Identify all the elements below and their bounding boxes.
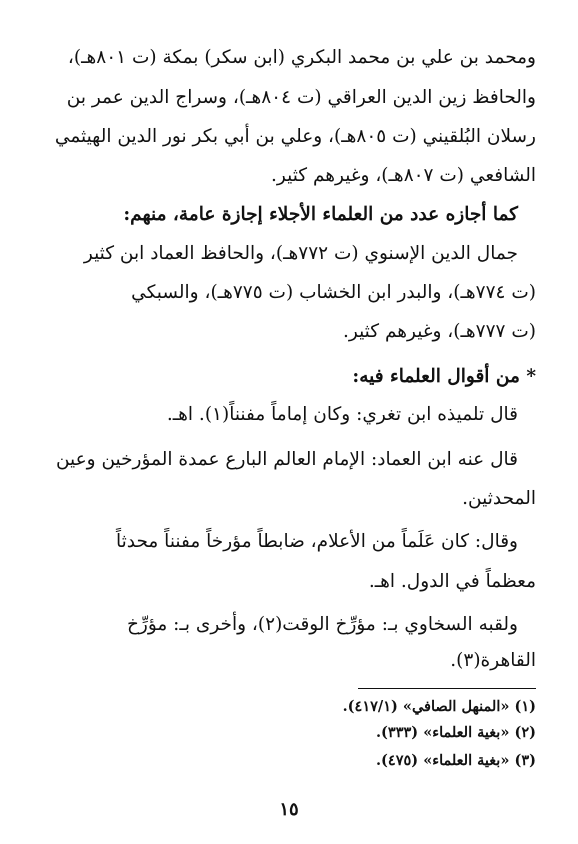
- footnote: (٢) «بغية العلماء» (٣٣٣).: [375, 724, 536, 741]
- quote-line: قال تلميذه ابن تغري: وكان إماماً مفنناً(١). اهـ.: [166, 404, 518, 425]
- footnote-divider: [358, 688, 536, 689]
- quote-line: وقال: كان عَلَماً من الأعلام، ضابطاً مؤرخاً مفنناً محدثاً: [115, 531, 518, 552]
- text-line: الشافعي (ت ٨٠٧هـ)، وغيرهم كثير.: [271, 165, 536, 186]
- text-line: (ت ٧٧٧هـ)، وغيرهم كثير.: [343, 321, 536, 342]
- quote-line: المحدثين.: [462, 488, 536, 509]
- section-title: [352, 365, 536, 389]
- footnote: (١) «المنهل الصافي» (٤١٧/١).: [342, 698, 536, 715]
- star-icon: *: [526, 366, 536, 387]
- quote-line: معظماً في الدول. اهـ.: [368, 571, 536, 592]
- footnote: (٣) «بغية العلماء» (٤٧٥).: [375, 752, 536, 769]
- text-line: والحافظ زين الدين العراقي (ت ٨٠٤هـ)، وسراج الدين عمر بن: [66, 87, 536, 108]
- text-line: رسلان البُلقيني (ت ٨٠٥هـ)، وعلي بن أبي بكر نور الدين الهيثمي: [54, 126, 536, 147]
- page-number: ١٥: [279, 799, 299, 820]
- text-line: ومحمد بن علي بن محمد البكري (ابن سكر) بمكة (ت ٨٠١هـ)،: [67, 47, 536, 68]
- text-line: جمال الدين الإسنوي (ت ٧٧٢هـ)، والحافظ العماد ابن كثير: [83, 243, 518, 264]
- quote-line: القاهرة(٣).: [450, 650, 536, 671]
- quote-line: ولقبه السخاوي بـ: مؤرِّخ الوقت(٢)، وأخرى بـ: مؤرِّخ: [126, 614, 518, 635]
- quote-line: قال عنه ابن العماد: الإمام العالم البارع عمدة المؤرخين وعين: [55, 449, 518, 470]
- section-heading: كما أجازه عدد من العلماء الأجلاء إجازة عامة، منهم:: [123, 204, 518, 225]
- text-line: (ت ٧٧٤هـ)، والبدر ابن الخشاب (ت ٧٧٥هـ)، والسبكي: [131, 282, 536, 303]
- section-title-text: من أقوال العلماء فيه:: [352, 366, 520, 387]
